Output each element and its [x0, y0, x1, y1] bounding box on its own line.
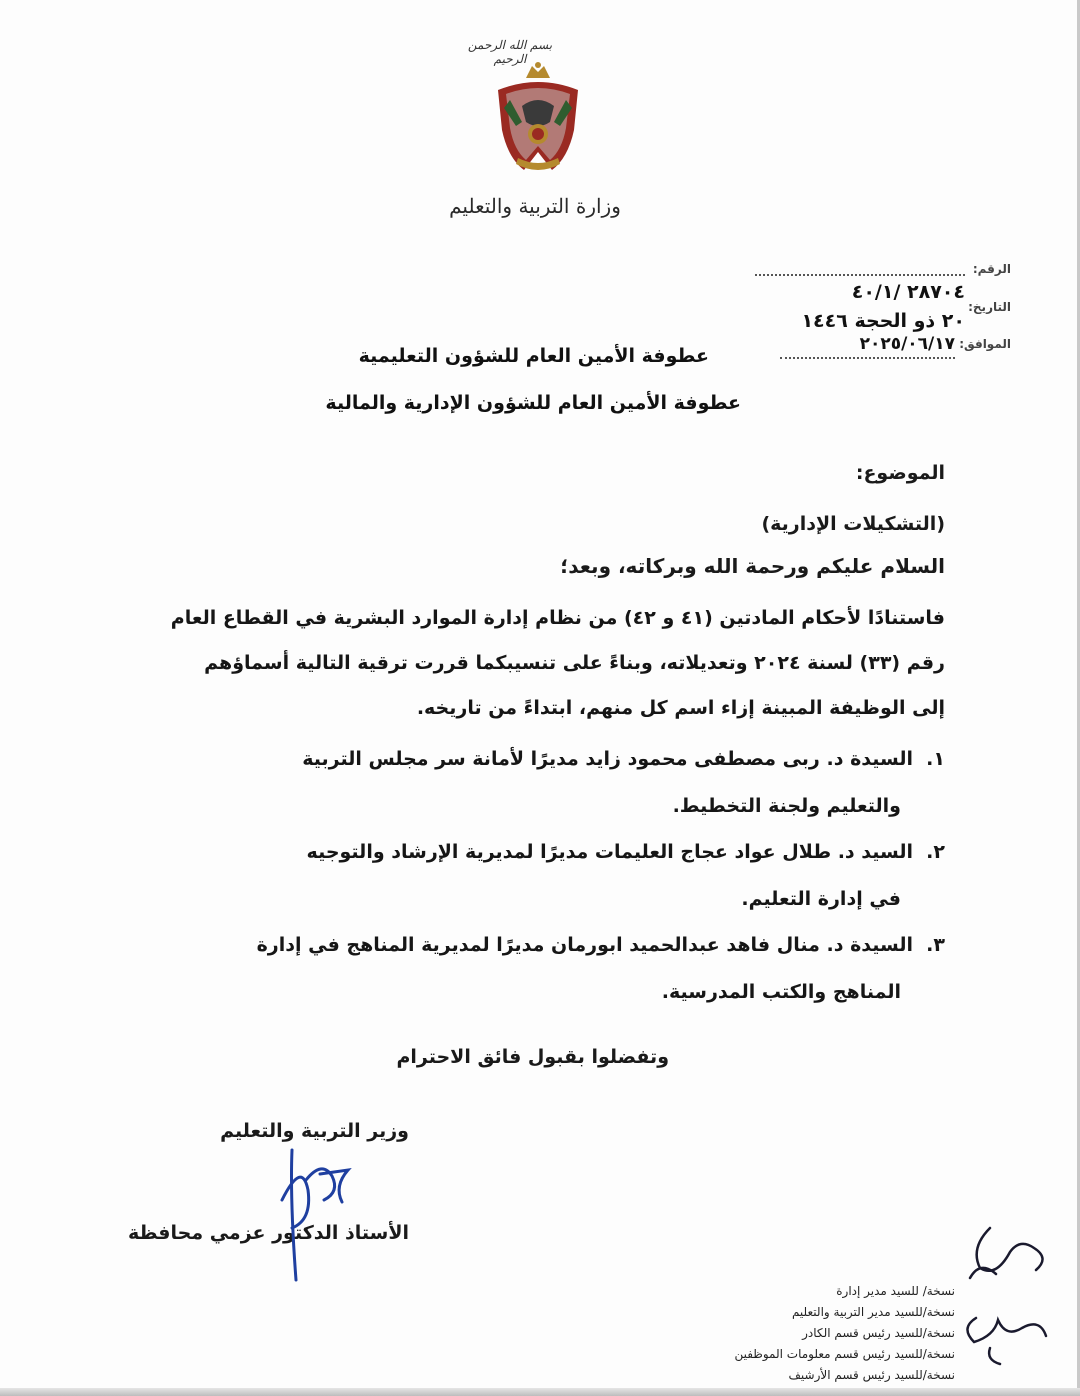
ministry-name: وزارة التربية والتعليم	[449, 194, 621, 218]
body-line: فاستنادًا لأحكام المادتين (٤١ و ٤٢) من نظام إدارة الموارد البشرية في القطاع العام	[170, 607, 945, 629]
list-item-continuation	[301, 876, 901, 923]
list-item	[127, 829, 945, 876]
list-item-text: السيدة د. ربى مصطفى محمود زايد مديرًا لأمانة سر مجلس التربية	[302, 748, 913, 770]
list-item-number: ١.	[926, 748, 945, 770]
coat-of-arms-icon	[488, 60, 588, 180]
initials-signature-icon	[950, 1208, 1060, 1378]
subject-value: (التشكيلات الإدارية)	[761, 513, 945, 535]
date-label: التاريخ:	[968, 300, 1011, 314]
list-item-number: ٣.	[926, 934, 945, 956]
list-item-continuation	[301, 783, 901, 830]
corresponding-date-value: ٢٠٢٥/٠٦/١٧	[859, 334, 955, 354]
date-value: ٢٠ ذو الحجة ١٤٤٦	[801, 310, 965, 332]
list-item-text: والتعليم ولجنة التخطيط.	[672, 795, 901, 817]
corresponding-date-dots	[780, 357, 955, 359]
scan-bottom-edge	[0, 1388, 1080, 1396]
list-item-text: السيد د. طلال عواد عجاج العليمات مديرًا لمديرية الإرشاد والتوجيه	[306, 841, 913, 863]
list-item-text: في إدارة التعليم.	[741, 888, 901, 910]
copy-recipient-line: نسخة/للسيد رئيس قسم معلومات الموظفين	[734, 1347, 955, 1361]
corresponding-date-label: الموافق:	[959, 337, 1011, 351]
list-item-text: السيدة د. منال فاهد عبدالحميد ابورمان مديرًا لمديرية المناهج في إدارة	[256, 934, 913, 956]
body-line: رقم (٣٣) لسنة ٢٠٢٤ وتعديلاته، وبناءً على تنسيبكما قررت ترقية التالية أسماؤهم	[204, 652, 945, 674]
reference-number-label: الرقم:	[972, 262, 1011, 276]
reference-number-value: ٢٨٧٠٤ /٤٠/١	[851, 281, 965, 303]
addressee-line: عطوفة الأمين العام للشؤون التعليمية	[358, 345, 709, 367]
signer-name: الأستاذ الدكتور عزمي محافظة	[128, 1222, 409, 1244]
list-item-continuation	[301, 969, 901, 1016]
addressee-line: عطوفة الأمين العام للشؤون الإدارية والمالية	[325, 392, 741, 414]
subject-label: الموضوع:	[855, 462, 945, 484]
copy-recipient-line: نسخة/ للسيد مدير إدارة	[836, 1284, 955, 1298]
list-item-text: المناهج والكتب المدرسية.	[661, 981, 901, 1003]
minister-signature-icon	[262, 1140, 372, 1290]
closing-line: وتفضلوا بقبول فائق الاحترام	[396, 1046, 669, 1068]
copy-recipient-line: نسخة/للسيد رئيس قسم الأرشيف	[788, 1368, 955, 1382]
copy-recipient-line: نسخة/للسيد مدير التربية والتعليم	[791, 1305, 955, 1319]
signer-title: وزير التربية والتعليم	[220, 1120, 409, 1142]
greeting-line: السلام عليكم ورحمة الله وبركاته، وبعد؛	[560, 554, 945, 578]
basmala-text: بسم الله الرحمن الرحيم	[467, 38, 553, 66]
reference-number-dots	[755, 274, 965, 276]
list-item	[127, 922, 945, 969]
body-line: إلى الوظيفة المبينة إزاء اسم كل منهم، ابتداءً من تاريخه.	[416, 697, 945, 719]
list-item-number: ٢.	[926, 841, 945, 863]
copy-recipient-line: نسخة/للسيد رئيس قسم الكادر	[802, 1326, 955, 1340]
list-item	[127, 736, 945, 783]
